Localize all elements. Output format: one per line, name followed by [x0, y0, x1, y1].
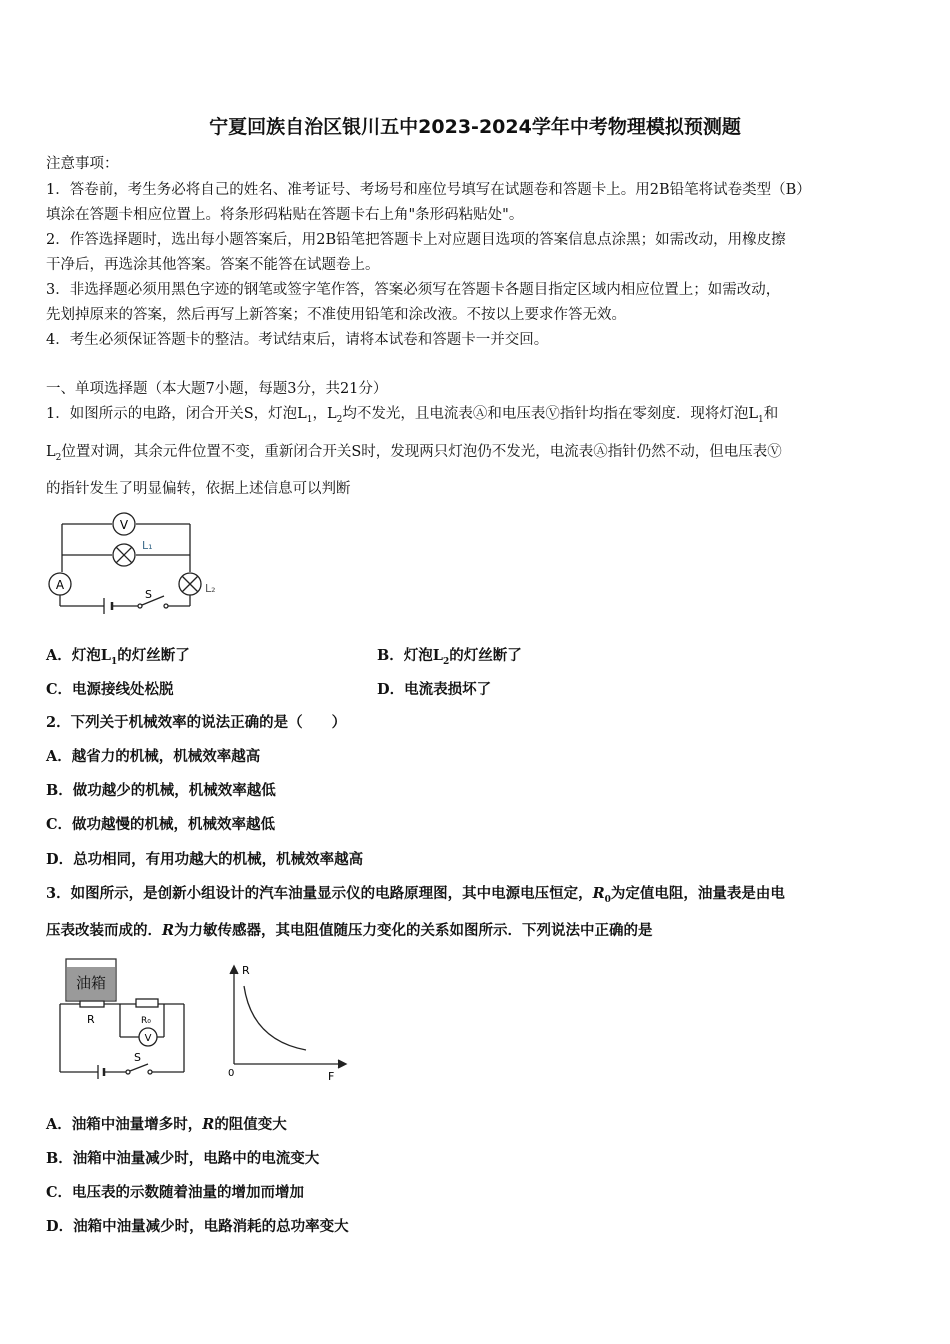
q1-circuit-diagram	[42, 508, 242, 628]
q1-option-d[interactable]: D．电流表损坏了	[377, 681, 492, 698]
q2-stem: 2．下列关于机械效率的说法正确的是（ ）	[46, 714, 347, 731]
q3-option-b[interactable]: B．油箱中油量减少时，电路中的电流变大	[46, 1150, 320, 1167]
q3-resistance-force-graph	[222, 958, 352, 1083]
oil-tank-label: 油箱	[75, 974, 107, 992]
q3-option-c[interactable]: C．电压表的示数随着油量的增加而增加	[46, 1184, 305, 1201]
resistor-r-label: R	[87, 1013, 95, 1026]
switch-label: S	[145, 588, 152, 601]
lamp1-label: L₁	[142, 539, 153, 552]
q2-option-c[interactable]: C．做功越慢的机械，机械效率越低	[46, 816, 276, 833]
lamp2-label: L₂	[205, 582, 216, 595]
resistor-r0-label: R₀	[141, 1016, 151, 1026]
q3-stem-line2: 压表改装而成的．R为力敏传感器，其电阻值随压力变化的关系如图所示．下列说法中正确的是	[46, 922, 653, 939]
notice-heading: 注意事项：	[46, 156, 119, 172]
voltmeter-label: V	[144, 1033, 152, 1044]
notice-line: 干净后，再选涂其他答案。答案不能答在试题卷上。	[46, 257, 380, 273]
q1-stem-line1: 1．如图所示的电路，闭合开关S，灯泡$L_1$，$L_2$均不发光，且电流表Ⓐ和电压表Ⓥ指针均指在零刻度．现将灯泡$L_1$和	[46, 406, 779, 425]
switch-label: S	[134, 1051, 141, 1064]
q1-stem-line2: $L_2$位置对调，其余元件位置不变，重新闭合开关S时，发现两只灯泡仍不发光，电流表Ⓐ指针仍然不动，但电压表Ⓥ	[46, 444, 782, 463]
q1-option-b[interactable]: B．灯泡$L_2$的灯丝断了	[377, 647, 522, 667]
notice-line: 1．答卷前，考生务必将自己的姓名、准考证号、考场号和座位号填写在试题卷和答题卡上。用2B铅笔将试卷类型（B）	[46, 182, 811, 198]
graph-axis-x: F	[328, 1070, 335, 1083]
graph-origin: 0	[228, 1068, 235, 1079]
voltmeter-label: V	[119, 518, 129, 532]
notice-line: 填涂在答题卡相应位置上。将条形码粘贴在答题卡右上角"条形码粘贴处"。	[46, 207, 524, 223]
q3-circuit-diagram	[52, 955, 202, 1080]
ammeter-label: A	[55, 578, 65, 592]
q3-option-d[interactable]: D．油箱中油量减少时，电路消耗的总功率变大	[46, 1218, 349, 1235]
q2-option-a[interactable]: A．越省力的机械，机械效率越高	[46, 748, 261, 765]
q3-stem-line1: 3．如图所示，是创新小组设计的汽车油量显示仪的电路原理图，其中电源电压恒定，$R_0$为定值电阻，油量表是由电	[46, 885, 785, 905]
q1-option-c[interactable]: C．电源接线处松脱	[46, 681, 174, 698]
q1-option-a[interactable]: A．灯泡$L_1$的灯丝断了	[46, 647, 190, 667]
q2-option-d[interactable]: D．总功相同，有用功越大的机械，机械效率越高	[46, 851, 364, 868]
notice-line: 先划掉原来的答案，然后再写上新答案；不准使用铅笔和涂改液。不按以上要求作答无效。	[46, 307, 626, 323]
q1-stem-line3: 的指针发生了明显偏转，依据上述信息可以判断	[46, 481, 351, 497]
q2-option-b[interactable]: B．做功越少的机械，机械效率越低	[46, 782, 276, 799]
q3-option-a[interactable]: A．油箱中油量增多时，R的阻值变大	[46, 1116, 287, 1133]
section-heading: 一、单项选择题（本大题7小题，每题3分，共21分）	[46, 381, 388, 397]
graph-axis-y: R	[242, 964, 250, 977]
notice-line: 4．考生必须保证答题卡的整洁。考试结束后，请将本试卷和答题卡一并交回。	[46, 332, 549, 348]
page-title: 宁夏回族自治区银川五中2023-2024学年中考物理模拟预测题	[209, 116, 741, 138]
notice-line: 2．作答选择题时，选出每小题答案后，用2B铅笔把答题卡上对应题目选项的答案信息点涂黑；如需改动，用橡皮擦	[46, 232, 786, 248]
notice-line: 3．非选择题必须用黑色字迹的钢笔或签字笔作答，答案必须写在答题卡各题目指定区域内相应位置上；如需改动，	[46, 282, 781, 298]
